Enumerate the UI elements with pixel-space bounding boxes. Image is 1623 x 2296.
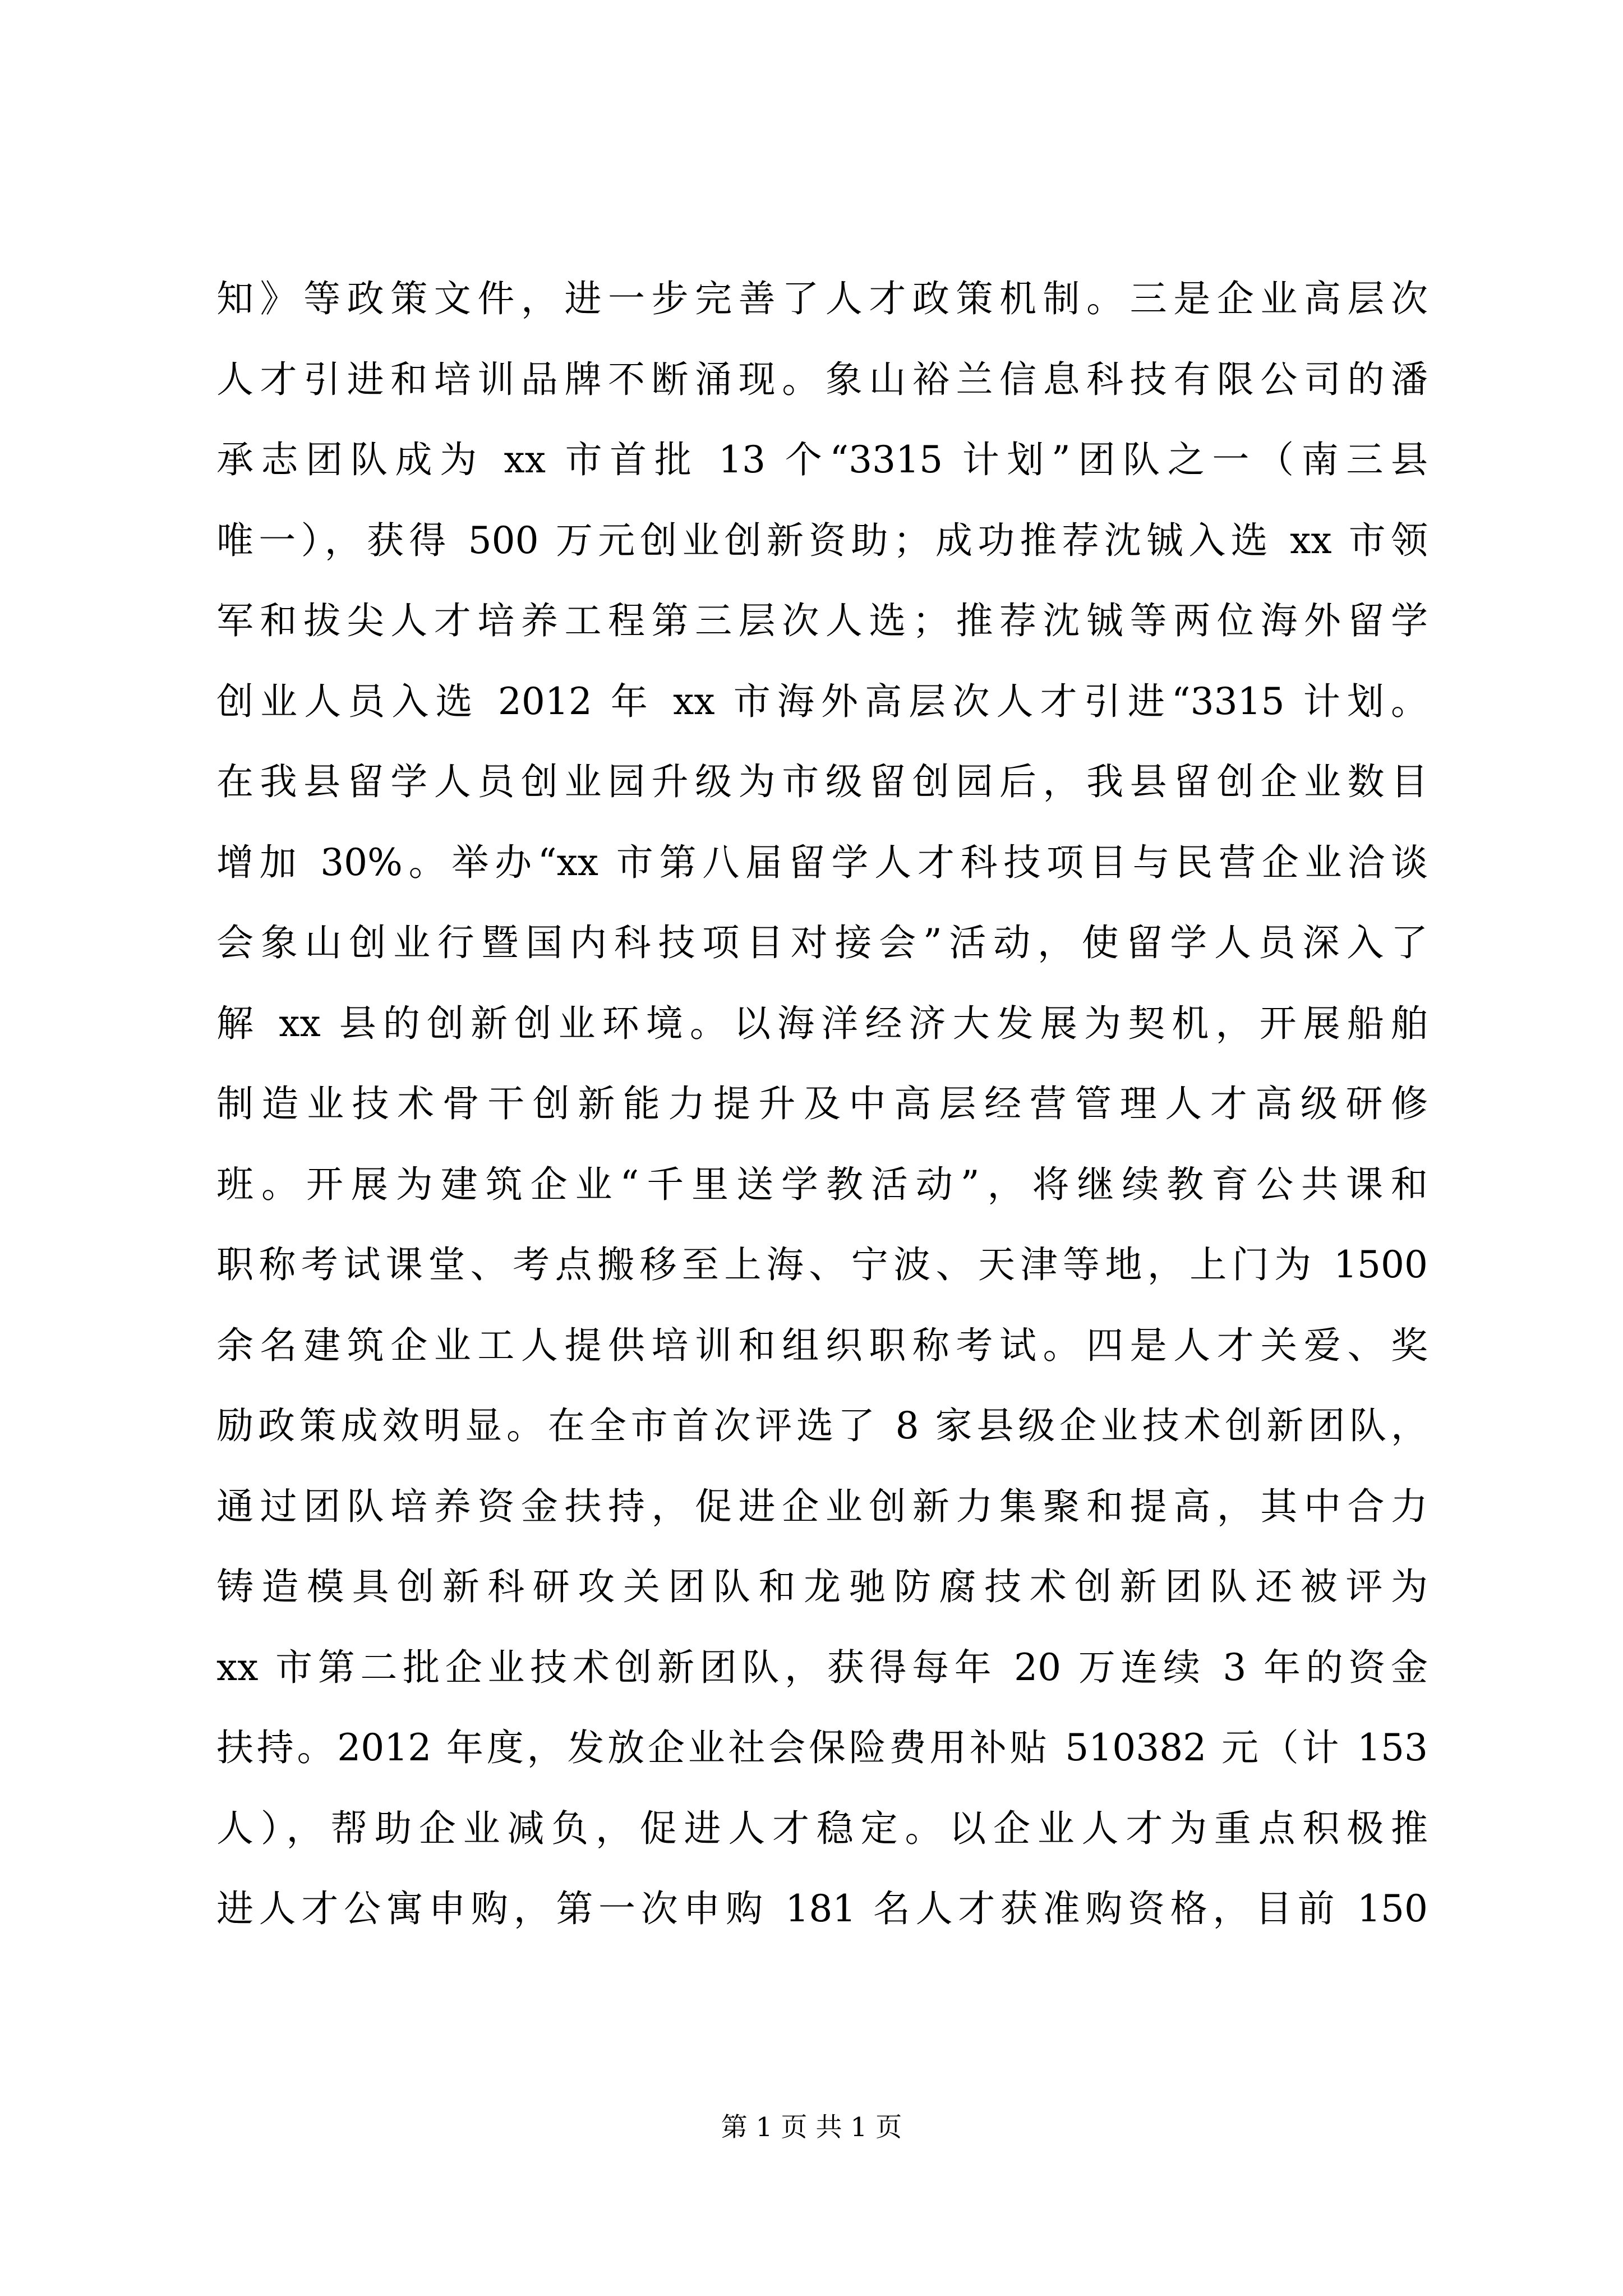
text-line: 承志团队成为 xx 市首批 13 个“3315 计划”团队之一（南三县 <box>216 438 1428 481</box>
text-line: 通过团队培养资金扶持，促进企业创新力集聚和提高，其中合力 <box>216 1484 1428 1528</box>
page-footer: 第 1 页 共 1 页 <box>721 2112 902 2143</box>
text-line: 人），帮助企业减负，促进人才稳定。以企业人才为重点积极推 <box>216 1806 1428 1850</box>
text-line: 人才引进和培训品牌不断涌现。象山裕兰信息科技有限公司的潘 <box>216 357 1428 401</box>
body-text <box>216 259 1428 1949</box>
text-line: 励政策成效明显。在全市首次评选了 8 家县级企业技术创新团队， <box>216 1404 1428 1447</box>
text-line: 职称考试课堂、考点搬移至上海、宁波、天津等地，上门为 1500 <box>216 1243 1428 1286</box>
text-line: 班。开展为建筑企业“千里送学教活动”，将继续教育公共课和 <box>216 1162 1428 1206</box>
text-line: 增加 30%。举办“xx 市第八届留学人才科技项目与民营企业洽谈 <box>216 840 1428 884</box>
text-line: xx 市第二批企业技术创新团队，获得每年 20 万连续 3 年的资金 <box>216 1645 1428 1689</box>
text-line: 余名建筑企业工人提供培训和组织职称考试。四是人才关爱、奖 <box>216 1323 1428 1367</box>
text-line: 在我县留学人员创业园升级为市级留创园后，我县留创企业数目 <box>216 760 1428 803</box>
text-line: 军和拔尖人才培养工程第三层次人选；推荐沈铖等两位海外留学 <box>216 599 1428 642</box>
text-line: 扶持。2012 年度，发放企业社会保险费用补贴 510382 元（计 153 <box>216 1726 1428 1769</box>
text-line: 制造业技术骨干创新能力提升及中高层经营管理人才高级研修 <box>216 1082 1428 1125</box>
text-line: 进人才公寓申购，第一次申购 181 名人才获准购资格，目前 150 <box>216 1887 1428 1930</box>
text-line: 创业人员入选 2012 年 xx 市海外高层次人才引进“3315 计划。 <box>216 679 1428 723</box>
text-line: 知》等政策文件，进一步完善了人才政策机制。三是企业高层次 <box>216 277 1428 320</box>
text-line: 解 xx 县的创新创业环境。以海洋经济大发展为契机，开展船舶 <box>216 1001 1428 1045</box>
text-line: 铸造模具创新科研攻关团队和龙驰防腐技术创新团队还被评为 <box>216 1565 1428 1608</box>
text-line: 会象山创业行暨国内科技项目对接会”活动，使留学人员深入了 <box>216 921 1428 964</box>
text-line: 唯一），获得 500 万元创业创新资助；成功推荐沈铖入选 xx 市领 <box>216 518 1428 562</box>
